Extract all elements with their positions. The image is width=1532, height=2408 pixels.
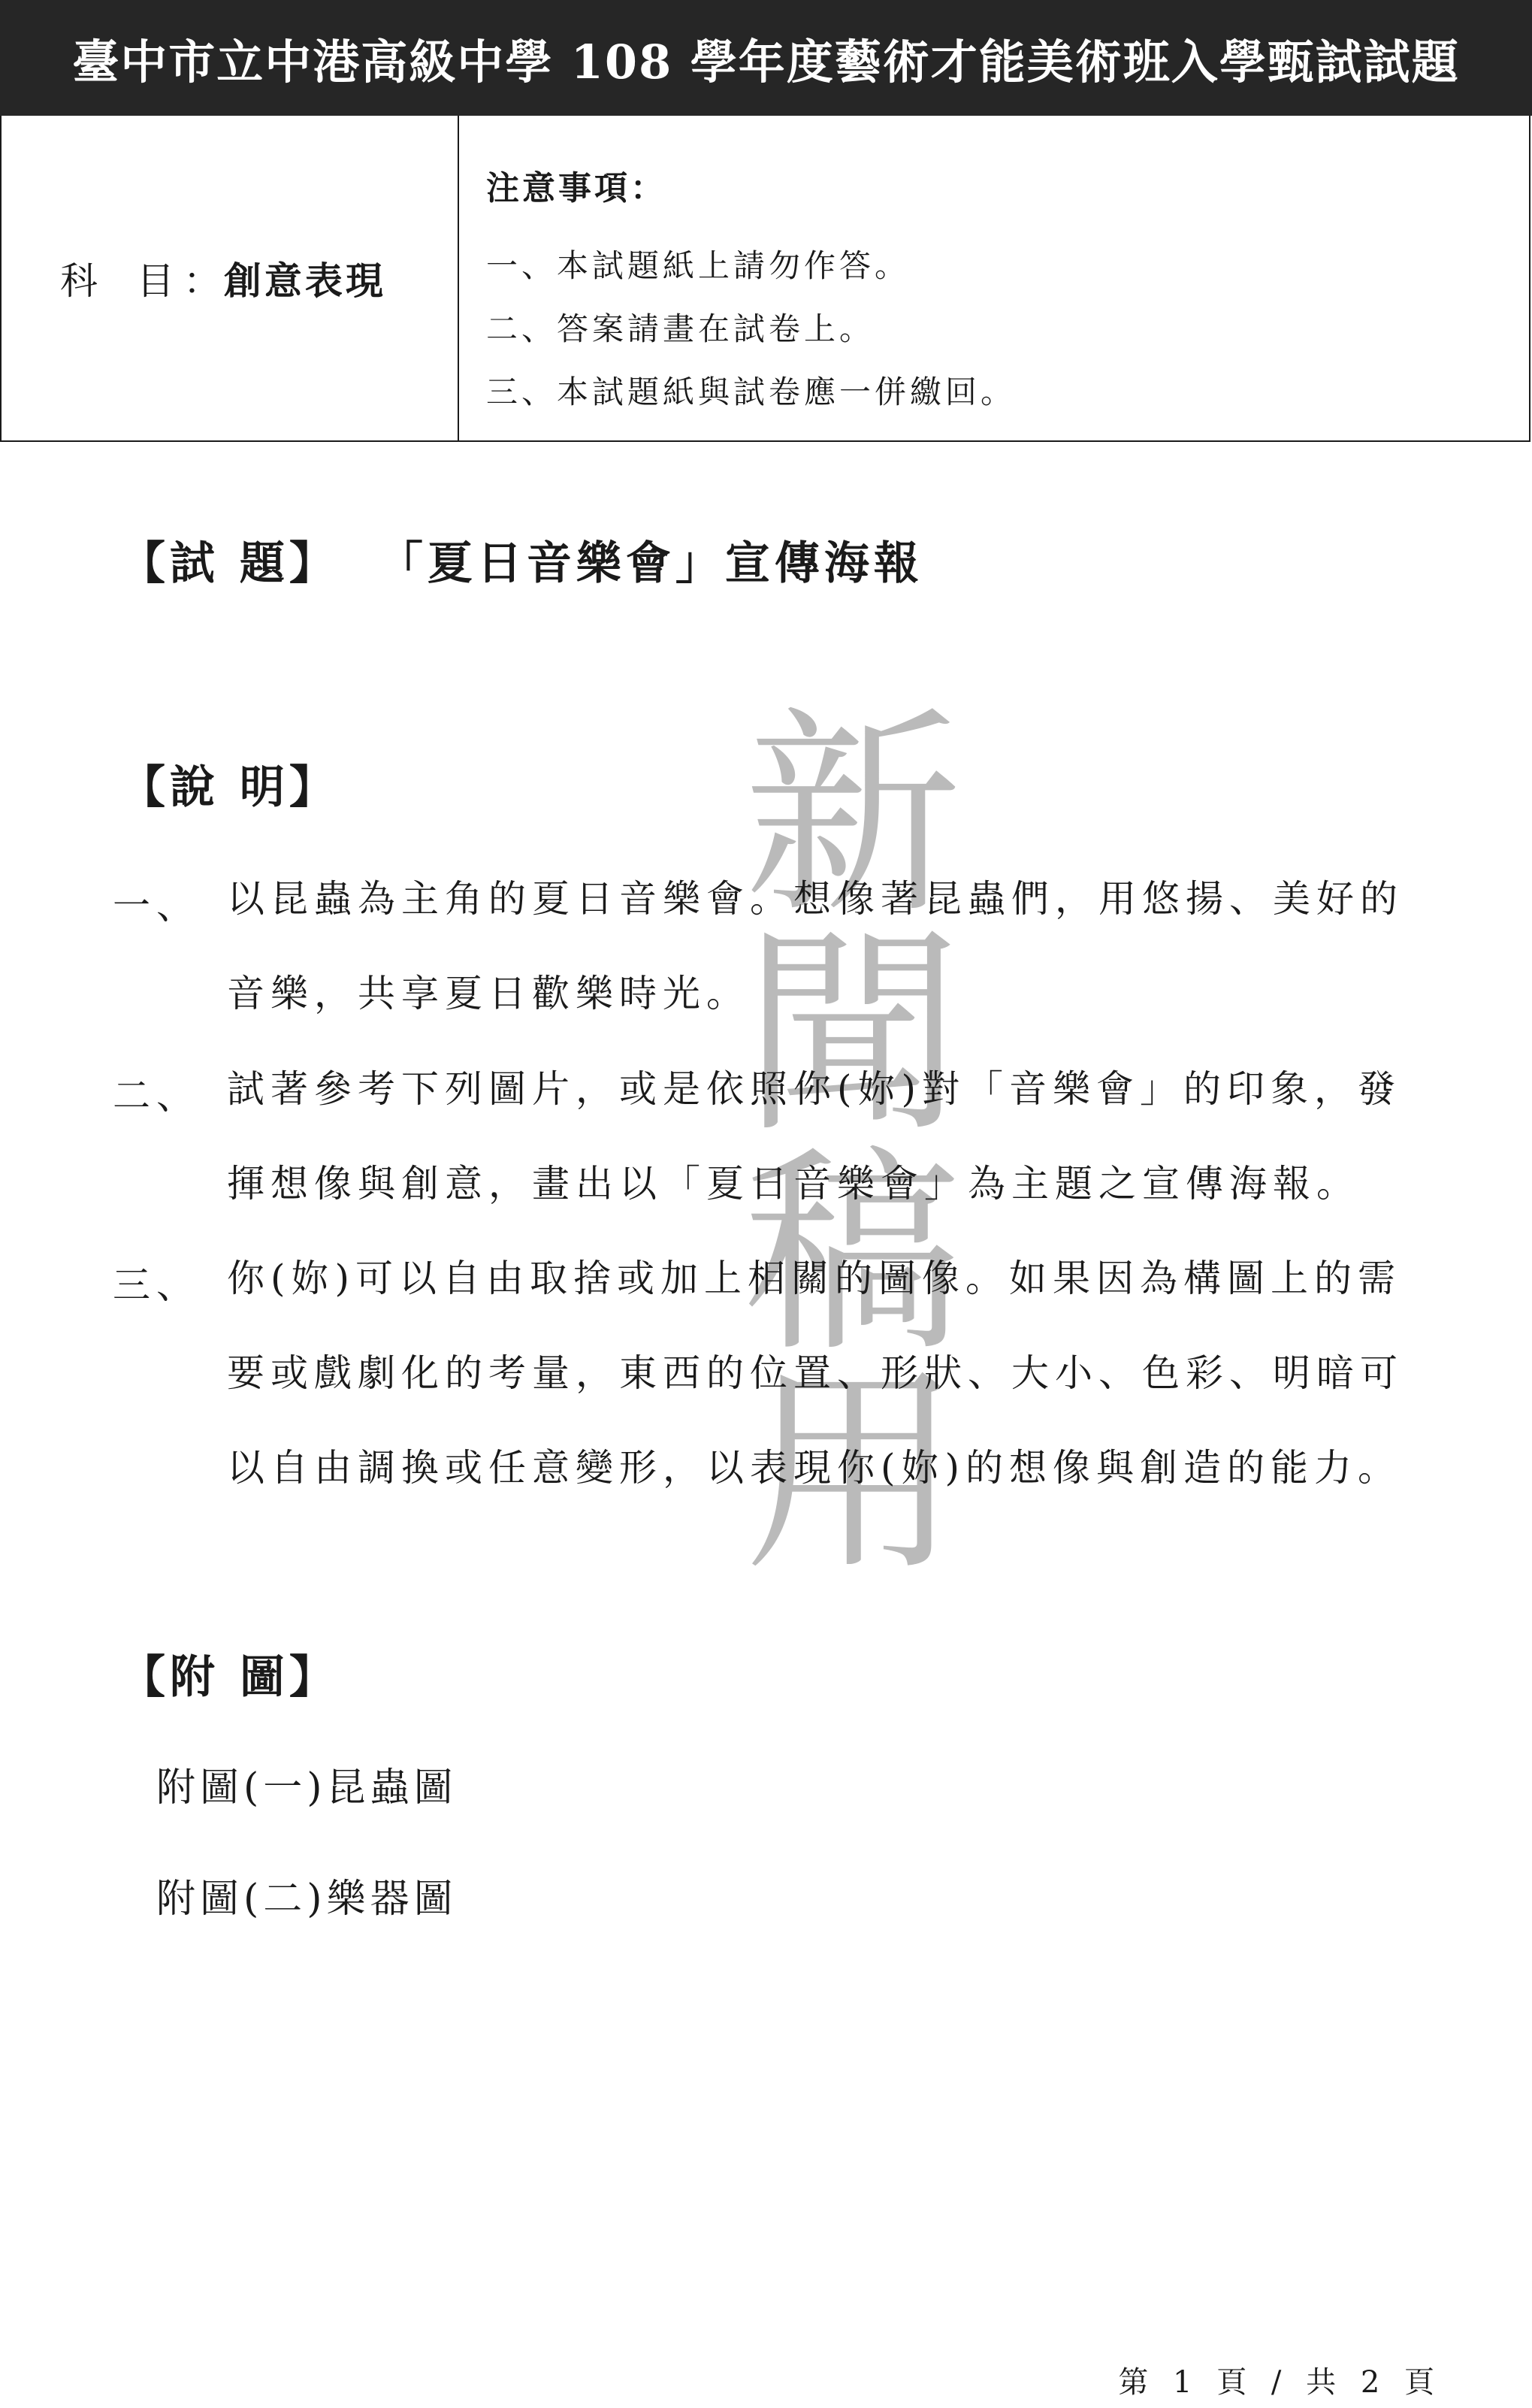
item-line: 你(妳)可以自由取捨或加上相關的圖像。如果因為構圖上的需 (227, 1257, 1402, 1300)
watermark-char-1: 新 (744, 689, 962, 942)
notes-title: 注意事項： (486, 169, 666, 207)
item-text (227, 1255, 1444, 1539)
topic-row (120, 528, 923, 592)
page-number: 第 1 頁 / 共 2 頁 (1118, 2365, 1442, 2400)
explanation-heading: 【說 明】 (120, 761, 339, 814)
watermark-char-4: 用 (744, 1348, 962, 1601)
watermark-char-3: 稿 (744, 1128, 962, 1381)
item-line: 揮想像與創意，畫出以「夏日音樂會」為主題之宣傳海報。 (227, 1162, 1360, 1206)
figure-item-1: 附圖(一)昆蟲圖 (156, 1765, 458, 1811)
note-line-1: 一、本試題紙上請勿作答。 (486, 247, 911, 284)
note-line-3: 三、本試題紙與試卷應一併繳回。 (486, 374, 1017, 410)
item-text (227, 876, 1444, 1065)
item-number: 三、 (113, 1263, 200, 1307)
item-number: 一、 (113, 884, 200, 927)
item-line: 音樂，共享夏日歡樂時光。 (227, 972, 750, 1015)
document-title: 臺中市立中港高級中學 108 學年度藝術才能美術班入學甄試試題 (72, 34, 1460, 89)
item-line: 要或戲劇化的考量，東西的位置、形狀、大小、色彩、明暗可 (227, 1351, 1404, 1395)
watermark-char-2: 聞 (744, 909, 962, 1162)
subject-label: 科 目 (60, 259, 188, 303)
subject-colon: ： (183, 259, 221, 303)
figure-item-2: 附圖(二)樂器圖 (156, 1877, 458, 1922)
topic-label: 【試 題】 (120, 537, 339, 590)
topic-value: 「夏日音樂會」宣傳海報 (377, 537, 923, 590)
item-text (227, 1066, 1444, 1255)
subject-value: 創意表現 (223, 259, 386, 303)
item-line: 以昆蟲為主角的夏日音樂會。想像著昆蟲們，用悠揚、美好的 (227, 877, 1404, 921)
item-number: 二、 (113, 1074, 200, 1118)
figures-heading: 【附 圖】 (120, 1651, 339, 1704)
item-line: 以自由調換或任意變形，以表現你(妳)的想像與創造的能力。 (227, 1446, 1402, 1490)
note-line-2: 二、答案請畫在試卷上。 (486, 310, 875, 347)
item-line: 試著參考下列圖片，或是依照你(妳)對「音樂會」的印象，發 (227, 1067, 1402, 1111)
